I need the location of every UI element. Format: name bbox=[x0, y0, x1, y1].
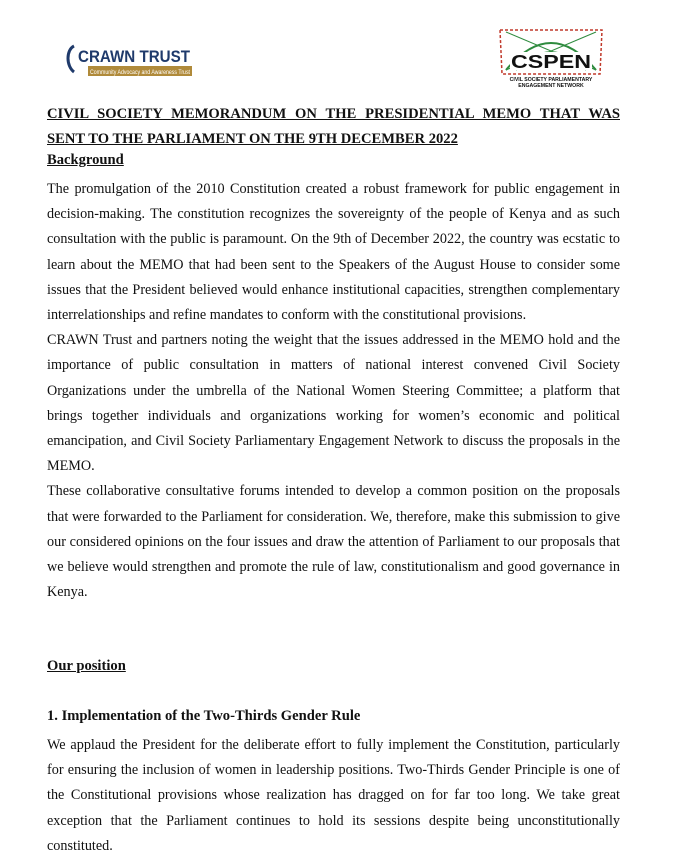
title-line-1: CIVIL SOCIETY MEMORANDUM ON THE PRESIDENTIAL MEMO THAT WAS bbox=[47, 106, 620, 122]
section-1-paragraph: We applaud the President for the deliberate effort to fully implement the Constitution, particularly for ensuring the inclusion of women in leadership positions. Two-Thirds Gender Principle is one of the Constitutional provisions whose realization has dragged on for far too long. We take great exception that the Parliament continues to hold its sessions despite being unconstitutionally constituted. bbox=[47, 737, 620, 854]
our-position-heading: Our position bbox=[47, 658, 126, 674]
background-paragraph-1: The promulgation of the 2010 Constitution created a robust framework for public engagement in decision-making. The constitution recognizes the sovereignty of the people of Kenya and as such consultation with the public is paramount. On the 9th of December 2022, the country was ecstatic to learn about the MEMO that had been sent to the Speakers of the August House to consider some issues that the President believed would enhance institutional capacities, strengthen complementary interrelationships and refine mandates to conform with the constitutional provisions. bbox=[47, 181, 620, 324]
crawn-trust-logo bbox=[64, 40, 204, 80]
background-section bbox=[47, 177, 620, 605]
background-heading: Background bbox=[47, 152, 124, 168]
title-line-2: SENT TO THE PARLIAMENT ON THE 9TH DECEMBER 2022 bbox=[47, 131, 458, 148]
section-1-body bbox=[47, 733, 620, 859]
cspen-logo-name: CSPEN bbox=[511, 52, 591, 72]
section-1-heading: 1. Implementation of the Two-Thirds Gender Rule bbox=[47, 708, 361, 724]
crawn-logo-tagline: Community Advocacy and Awareness Trust bbox=[90, 69, 191, 76]
background-paragraph-2: CRAWN Trust and partners noting the weight that the issues addressed in the MEMO hold and the importance of public consultation in matters of national interest convened Civil Society Organizations under the umbrella of the National Women Steering Committee; a platform that brings together individuals and organizations working for women’s economic and political emancipation, and Civil Society Parliamentary Engagement Network to discuss the proposals in the MEMO. bbox=[47, 332, 620, 475]
cspen-logo-tagline-1: CIVIL SOCIETY PARLIAMENTARY bbox=[509, 77, 593, 83]
crawn-logo-name: CRAWN TRUST bbox=[78, 47, 191, 66]
document-title bbox=[47, 102, 620, 152]
cspen-logo-tagline-2: ENGAGEMENT NETWORK bbox=[518, 83, 584, 89]
background-paragraph-3: These collaborative consultative forums intended to develop a common position on the proposals that were forwarded to the Parliament for consideration. We, therefore, make this submission to give our considered opinions on the four issues and draw the attention of Parliament to our proposals that we believe would strengthen and promote the rule of law, constitutionalism and good governance in Kenya. bbox=[47, 483, 620, 601]
cspen-logo bbox=[496, 24, 606, 92]
